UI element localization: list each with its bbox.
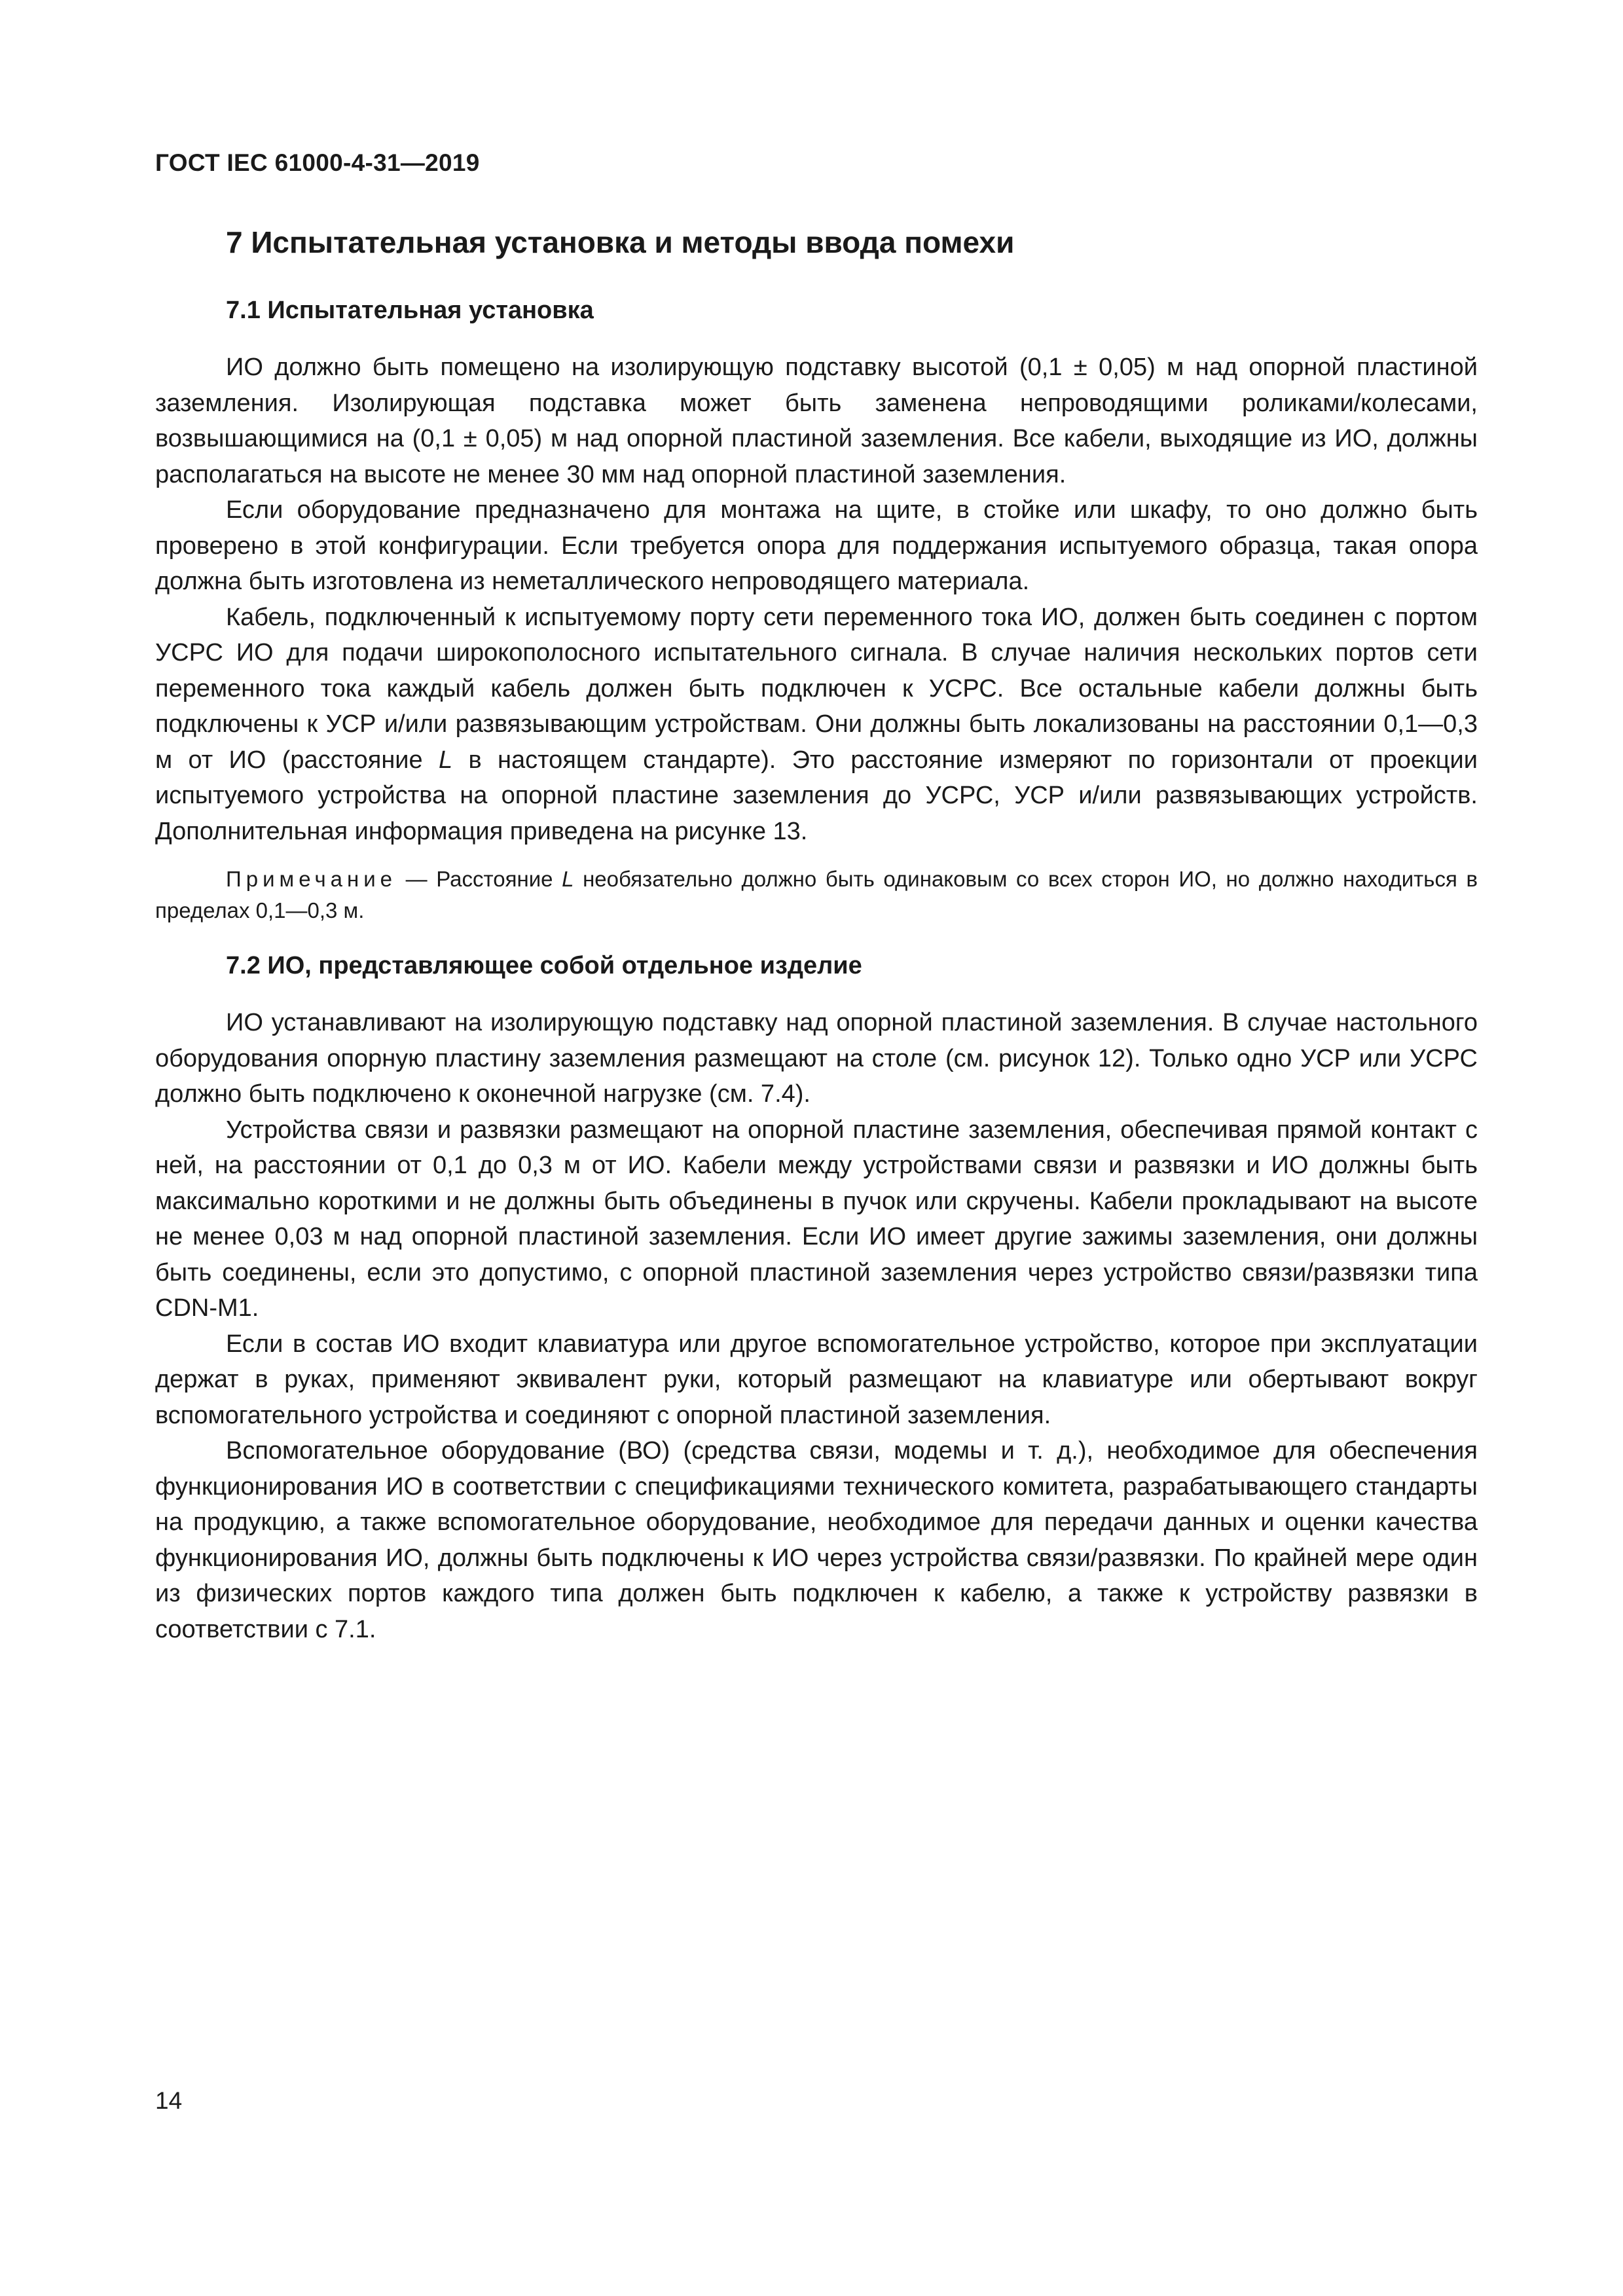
document-header: ГОСТ IEC 61000-4-31—2019 xyxy=(155,149,480,176)
note-text: — Расстояние xyxy=(397,867,562,891)
paragraph-7-1-1: ИО должно быть помещено на изолирующую подставку высотой (0,1 ± 0,05) м над опорной пластиной заземления. Изолирующая подставка может быть заменена непроводящими роликами/колесами, возвышающимися на (0,1 ± 0,05) м над опорной пластиной заземления. Все кабели, выходящие из ИО, должны располагаться на высоте не менее 30 мм над опорной пластиной заземления. xyxy=(155,354,1478,488)
paragraph-7-1-3 xyxy=(155,600,1478,850)
paragraph-text: в настоящем стандарте). Это расстояние измеряют по горизонтали от проекции испытуемого устройства на опорной пластине заземления до УСРС, УСР и/или развязывающих устройств. Дополнительная информация приведена на рисунке 13. xyxy=(155,746,1478,845)
note xyxy=(155,864,1478,926)
page-content xyxy=(155,223,1478,1647)
subsection-title-7-2: 7.2 ИО, представляющее собой отдельное изделие xyxy=(226,952,862,979)
note-text: необязательно должно быть одинаковым со всех сторон ИО, но должно находиться в пределах 0,1—0,3 м. xyxy=(155,867,1478,922)
paragraph-7-2-4: Вспомогательное оборудование (ВО) (средства связи, модемы и т. д.), необходимое для обеспечения функционирования ИО в соответствии с спецификациями технического комитета, разрабатывающего стандарты на продукцию, а также вспомогательное оборудование, необходимое для передачи данных и оценки качества функционирования ИО, должны быть подключены к ИО через устройства связи/развязки. По крайней мере один из физических портов каждого типа должен быть подключен к кабелю, а также к устройству развязки в соответствии с 7.1. xyxy=(155,1437,1478,1643)
section-title: 7 Испытательная установка и методы ввода помехи xyxy=(226,225,1015,259)
page-number: 14 xyxy=(155,2087,183,2114)
variable-l: L xyxy=(439,746,453,774)
paragraph-text: Кабель, подключенный к испытуемому порту сети переменного тока ИО, должен быть соединен с портом УСРС ИО для подачи широкополосного испытательного сигнала. В случае наличия нескольких портов сети переменного тока каждый кабель должен быть подключен к УСРС. Все остальные кабели должны быть подключены к УСР и/или развязывающим устройствам. Они должны быть локализованы на расстоянии 0,1—0,3 м от ИО (расстояние xyxy=(155,603,1478,774)
paragraph-7-2-2: Устройства связи и развязки размещают на опорной пластине заземления, обеспечивая прямой контакт с ней, на расстоянии от 0,1 до 0,3 м от ИО. Кабели между устройствами связи и развязки и ИО должны быть максимально короткими и не должны быть объединены в пучок или скручены. Кабели прокладывают на высоте не менее 0,03 м над опорной пластиной заземления. Если ИО имеет другие зажимы заземления, они должны быть соединены, если это допустимо, с опорной пластиной заземления через устройство связи/развязки типа CDN-M1. xyxy=(155,1116,1478,1322)
subsection-title-7-1: 7.1 Испытательная установка xyxy=(226,297,594,324)
note-label: Примечание xyxy=(226,867,397,891)
paragraph-7-1-2: Если оборудование предназначено для монтажа на щите, в стойке или шкафу, то оно должно быть проверено в этой конфигурации. Если требуется опора для поддержания испытуемого образца, такая опора должна быть изготовлена из неметаллического непроводящего материала. xyxy=(155,496,1478,595)
paragraph-7-2-3: Если в состав ИО входит клавиатура или другое вспомогательное устройство, которое при эксплуатации держат в руках, применяют эквивалент руки, который размещают на клавиатуре или обертывают вокруг вспомогательного устройства и соединяют с опорной пластиной заземления. xyxy=(155,1330,1478,1429)
note-variable-l: L xyxy=(562,867,574,891)
paragraph-7-2-1: ИО устанавливают на изолирующую подставку над опорной пластиной заземления. В случае настольного оборудования опорную пластину заземления размещают на столе (см. рисунок 12). Только одно УСР или УСРС должно быть подключено к оконечной нагрузке (см. 7.4). xyxy=(155,1009,1478,1108)
